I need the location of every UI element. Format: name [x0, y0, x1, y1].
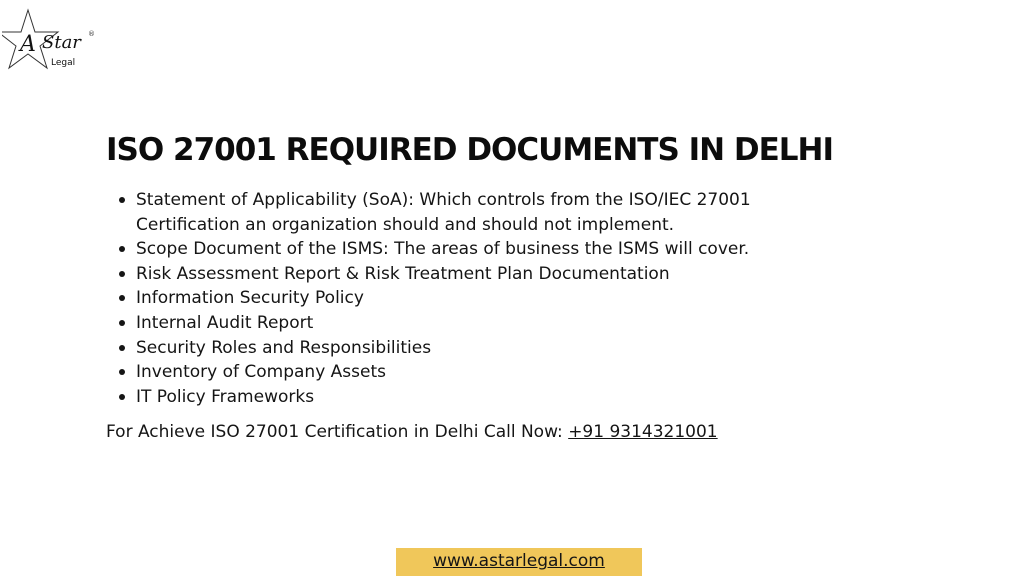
list-item: [136, 237, 786, 262]
list-item: [136, 188, 786, 237]
required-documents-list: [136, 188, 786, 409]
bullet-icon: [119, 295, 125, 301]
bullet-icon: [119, 197, 125, 203]
list-item: [136, 262, 786, 287]
phone-link[interactable]: +91 9314321001: [568, 422, 718, 442]
list-item-text: Risk Assessment Report & Risk Treatment Plan Documentation: [136, 263, 670, 284]
astar-legal-logo: [2, 8, 98, 70]
list-item: [136, 311, 786, 336]
call-to-action: [106, 420, 718, 444]
bullet-icon: [119, 271, 125, 277]
bullet-icon: [119, 369, 125, 375]
bullet-icon: [119, 345, 125, 351]
bullet-icon: [119, 246, 125, 252]
bullet-icon: [119, 320, 125, 326]
list-item: [136, 336, 786, 361]
list-item-text: Internal Audit Report: [136, 312, 314, 333]
list-item: [136, 286, 786, 311]
cta-text: For Achieve ISO 27001 Certification in Delhi Call Now:: [106, 422, 569, 442]
list-item-text: Statement of Applicability (SoA): Which controls from the ISO/IEC 27001 Certification an organization should and should not implement.: [136, 190, 751, 235]
logo-brand-text: Star: [42, 32, 81, 53]
list-item-text: Inventory of Company Assets: [136, 362, 386, 383]
logo-sub-text: Legal: [51, 58, 76, 68]
list-item-text: IT Policy Frameworks: [136, 386, 315, 407]
website-link[interactable]: www.astarlegal.com: [433, 551, 605, 571]
logo-letter: A: [20, 32, 36, 57]
footer-bar: [396, 548, 642, 576]
list-item-text: Security Roles and Responsibilities: [136, 337, 432, 358]
bullet-icon: [119, 394, 125, 400]
list-item: [136, 360, 786, 385]
list-item-text: Scope Document of the ISMS: The areas of business the ISMS will cover.: [136, 239, 750, 260]
star-logo-icon: [2, 8, 98, 70]
registered-mark: ®: [88, 30, 95, 38]
list-item-text: Information Security Policy: [136, 288, 364, 309]
page-title: ISO 27001 REQUIRED DOCUMENTS IN DELHI: [106, 132, 833, 168]
list-item: [136, 385, 786, 410]
